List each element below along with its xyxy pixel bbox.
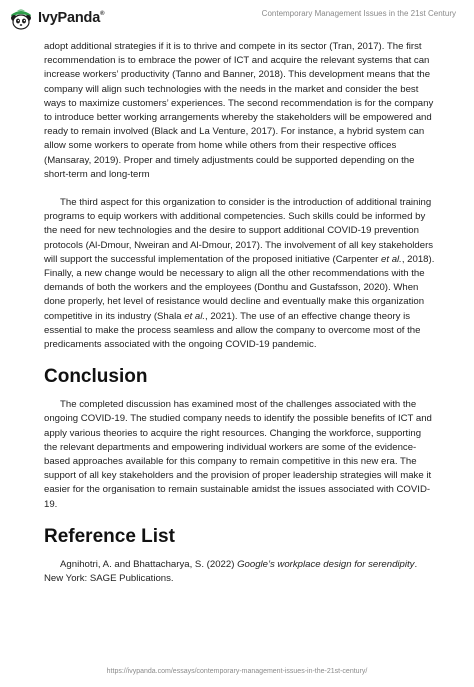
panda-logo-icon <box>8 6 34 30</box>
paragraph-spacer <box>44 182 436 196</box>
body-paragraph-1: adopt additional strategies if it is to thrive and compete in its sector (Tran, 2017). The first recommendation is to embrace the power of ICT and acquire the relevant systems that can increase workers’ productivity (Tanno and Banner, 2018). This development means that the company will align such technologies with the needs in the market and consider the best ways to maximize customers’ experiences. The second recommendation is for the company to introduce better working arrangements whereby the stakeholders will be empowered and ready to remain involved (Black and La Venture, 2017). For instance, a hybrid system can allow some workers to operate from home while others from their respective offices (Mansaray, 2019). Proper and timely adjustments could be supported depending on the short-term and long-term <box>44 41 434 180</box>
document-title: Contemporary Management Issues in the 21st Century <box>261 9 456 18</box>
conclusion-paragraph: The completed discussion has examined most of the challenges associated with the ongoing COVID-19. The studied company needs to identify the possible benefits of ICT and apply various theories to acquire the right resources. Changing the workforce, supporting the relevant departments and empowering individual workers are some of the evidence-based approaches available for this company to remain competitive in this new era. The support of all key stakeholders and the provision of proper leadership strategies will make it easier for the organisation to remain sustainable amidst the issues associated with COVID-19. <box>44 399 432 510</box>
conclusion-heading: Conclusion <box>44 366 148 388</box>
page-footer-url[interactable]: https://ivypanda.com/essays/contemporary-management-issues-in-the-21st-century/ <box>106 668 368 675</box>
reference-item: Agnihotri, A. and Bhattacharya, S. (2022) Google’s workplace design for serendipity. New York: SAGE Publications. <box>44 558 418 585</box>
reference-list-heading: Reference List <box>44 525 175 547</box>
document-body <box>44 40 436 586</box>
page-header <box>0 0 474 38</box>
body-paragraph-2: The third aspect for this organization to consider is the introduction of additional training programs to equip workers with additional competencies. Such skills could be informed by the need for new technologies and the desire to support additional COVID-19 prevention protocols (Al-Dmour, Nweiran and Al-Dmour, 2017). The involvement of all key stakeholders will support the successful implementation of the proposed initiative (Carpenter et al., 2018). Finally, a new change would be necessary to align all the other recommendations with the demands of both the workers and the employees (Donthu and Gustafsson, 2020). When done properly, het level of resistance would decline and eventually make this organization competitive in its industry (Shala et al., 2021). The use of an effective change theory is essential to make the process seamless and allow the company to overcome most of the predicaments associated with the ongoing COVID-19 pandemic. <box>44 197 435 351</box>
ivypanda-logo[interactable] <box>8 6 104 30</box>
logo-text: IvyPanda® <box>38 10 105 26</box>
